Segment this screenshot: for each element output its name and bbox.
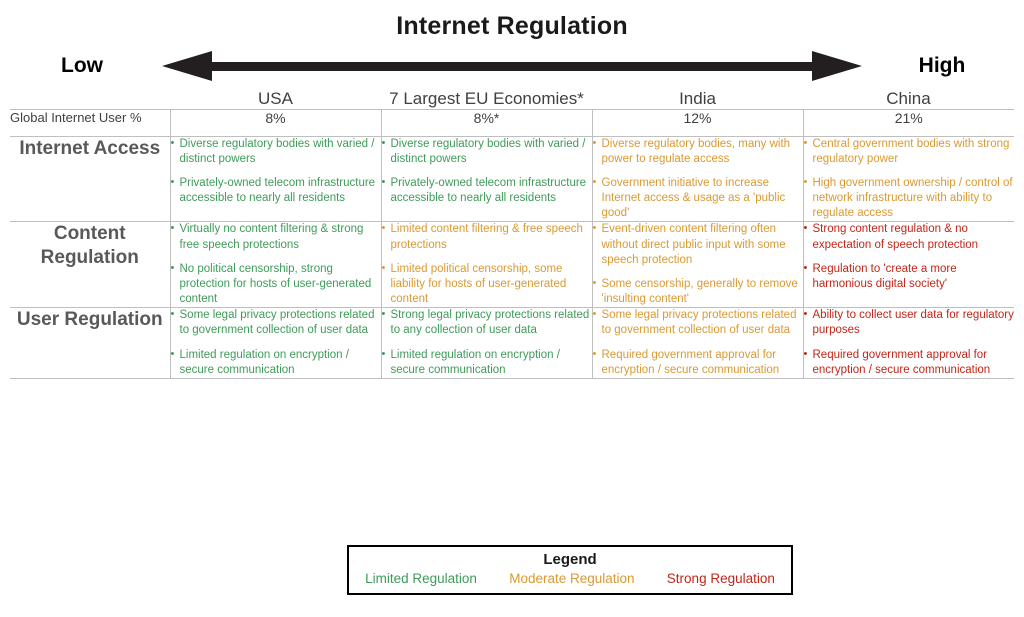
bullet-item: • Some censorship, generally to remove 'insulting content': [593, 277, 803, 307]
bullet-item: • Required government approval for encryption / secure communication: [593, 348, 803, 378]
stat-eu: 8%*: [381, 109, 592, 136]
bullet-list: [171, 222, 381, 307]
cell-content-regulation-usa: [170, 222, 381, 308]
legend-items: [349, 571, 791, 586]
bullet-list: [382, 308, 592, 378]
legend: [347, 545, 793, 595]
bullet-item: • Limited political censorship, some liability for hosts of user-generated content: [382, 262, 592, 308]
column-header-usa: USA: [258, 89, 293, 108]
bullet-list: [171, 137, 381, 207]
bullet-item: • Regulation to 'create a more harmonious digital society': [804, 262, 1015, 292]
cell-internet-access-eu: [381, 136, 592, 222]
cell-user-regulation-eu: [381, 308, 592, 379]
legend-item-limited: Limited Regulation: [365, 571, 477, 586]
bullet-item: • Central government bodies with strong regulatory power: [804, 137, 1015, 167]
bullet-item: • Diverse regulatory bodies with varied / distinct powers: [171, 137, 381, 167]
bullet-item: • Event-driven content filtering often without direct public input with some speech protection: [593, 222, 803, 268]
bullet-list: [804, 308, 1015, 378]
bullet-item: • Diverse regulatory bodies, many with power to regulate access: [593, 137, 803, 167]
cell-content-regulation-india: [592, 222, 803, 308]
bullet-list: [593, 137, 803, 222]
cell-internet-access-usa: [170, 136, 381, 222]
column-header-eu: 7 Largest EU Economies*: [389, 89, 584, 108]
column-header-china: China: [886, 89, 931, 108]
bullet-item: • Limited regulation on encryption / secure communication: [382, 348, 592, 378]
legend-item-moderate: Moderate Regulation: [509, 571, 635, 586]
cell-internet-access-india: [592, 136, 803, 222]
corner-cell: [10, 89, 170, 109]
bullet-item: • Strong legal privacy protections related to any collection of user data: [382, 308, 592, 338]
bullet-list: [382, 222, 592, 307]
axis-label-low: Low: [61, 54, 103, 77]
bullet-list: [593, 222, 803, 307]
stat-row-label: Global Internet User %: [10, 109, 170, 136]
bullet-list: [171, 308, 381, 378]
bullet-list: [804, 222, 1015, 292]
row-label-internet-access: Internet Access: [10, 136, 170, 222]
row-label-content-regulation: Content Regulation: [10, 222, 170, 308]
bullet-item: • Privately-owned telecom infrastructure accessible to nearly all residents: [171, 176, 381, 206]
table-header-row: [10, 89, 1014, 109]
axis-arrow: [162, 51, 862, 81]
regulation-axis: [0, 47, 1024, 85]
cell-user-regulation-india: [592, 308, 803, 379]
bullet-item: • Required government approval for encryption / secure communication: [804, 348, 1015, 378]
stat-china: 21%: [803, 109, 1014, 136]
table-row: [10, 136, 1014, 222]
arrow-head-left-icon: [162, 51, 212, 81]
bullet-item: • Some legal privacy protections related to government collection of user data: [171, 308, 381, 338]
row-label-user-regulation: User Regulation: [10, 308, 170, 379]
axis-label-high: High: [918, 54, 966, 77]
stat-india: 12%: [592, 109, 803, 136]
table-row: [10, 222, 1014, 308]
bullet-list: [593, 308, 803, 378]
stat-usa: 8%: [170, 109, 381, 136]
cell-content-regulation-china: [803, 222, 1014, 308]
bullet-item: • No political censorship, strong protection for hosts of user-generated content: [171, 262, 381, 308]
bullet-item: • Limited content filtering & free speech protections: [382, 222, 592, 252]
bullet-item: • Virtually no content filtering & strong free speech protections: [171, 222, 381, 252]
cell-internet-access-china: [803, 136, 1014, 222]
bullet-item: • Diverse regulatory bodies with varied / distinct powers: [382, 137, 592, 167]
arrow-head-right-icon: [812, 51, 862, 81]
bullet-list: [804, 137, 1015, 222]
cell-user-regulation-usa: [170, 308, 381, 379]
comparison-table: [10, 89, 1014, 379]
bullet-list: [382, 137, 592, 207]
bullet-item: • Limited regulation on encryption / secure communication: [171, 348, 381, 378]
cell-content-regulation-eu: [381, 222, 592, 308]
cell-user-regulation-china: [803, 308, 1014, 379]
bullet-item: • High government ownership / control of network infrastructure with ability to regulate access: [804, 176, 1015, 222]
legend-item-strong: Strong Regulation: [666, 571, 775, 586]
page-title: Internet Regulation: [396, 12, 628, 40]
bullet-item: • Strong content regulation & no expectation of speech protection: [804, 222, 1015, 252]
column-header-india: India: [679, 89, 716, 108]
table-row: [10, 308, 1014, 379]
bullet-item: • Government initiative to increase Internet access & usage as a 'public good': [593, 176, 803, 222]
arrow-bar: [210, 62, 814, 71]
bullet-item: • Ability to collect user data for regulatory purposes: [804, 308, 1015, 338]
bullet-item: • Privately-owned telecom infrastructure accessible to nearly all residents: [382, 176, 592, 206]
global-user-percent-row: [10, 109, 1014, 136]
bullet-item: • Some legal privacy protections related to government collection of user data: [593, 308, 803, 338]
legend-title: Legend: [543, 551, 597, 568]
